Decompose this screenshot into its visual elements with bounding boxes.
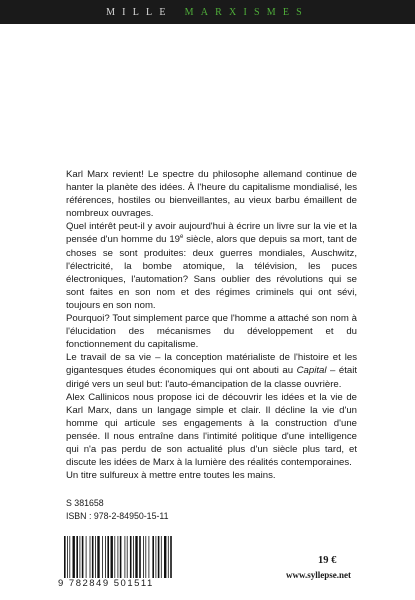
barcode-bar (64, 536, 66, 578)
barcode-bar (135, 536, 137, 578)
series-word-marxismes: MARXISMES (184, 6, 309, 18)
barcode-bar (127, 536, 128, 578)
barcode-bar (114, 536, 115, 578)
barcode-bar (149, 536, 150, 578)
barcode-bar (82, 536, 84, 578)
barcode-bar (120, 536, 122, 578)
publisher-website: www.syllepse.net (286, 570, 351, 580)
barcode-bar (143, 536, 144, 578)
barcode-bar (158, 536, 160, 578)
barcode-bar (92, 536, 94, 578)
barcode-bar (152, 536, 154, 578)
paragraph-3: Pourquoi? Tout simplement parce que l'homme a attaché son nom à l'élucidation des mécanismes du développement et du fonctionnement du capitalisme. (66, 313, 357, 351)
barcode-bar (80, 536, 81, 578)
barcode-bar (118, 536, 119, 578)
barcode-bar (133, 536, 134, 578)
barcode-bar (156, 536, 157, 578)
barcode-bar (139, 536, 141, 578)
barcode-bar (105, 536, 106, 578)
barcode-bar (69, 536, 70, 578)
price: 19 € (318, 555, 337, 566)
paragraph-5: Alex Callinicos nous propose ici de découvrir les idées et la vie de Karl Marx, dans un langage simple et clair. Il décline la vie d'un homme qui articule ses engagements à la construction d'une pensée. Il nous entraîne dans l'intimité politique d'une intelligence qui n'a pas perdu de son actualité plus d'un siècle plus tard, et discute les idées de Marx à la lumière des réalités contemporaines. (66, 391, 357, 469)
barcode-bar (130, 536, 132, 578)
barcode-image (62, 536, 178, 578)
back-cover-text (66, 168, 357, 482)
paragraph-2: Quel intérêt peut-il y avoir aujourd'hui à écrire un livre sur la vie et la pensée d'un homme du 19e siècle, alors que depuis sa mort, tant de choses se sont produites: deux guerres mondiales, Auschwitz, l'électricité, la bombe atomique, la télévision, les puces électroniques, l'automation? Sans oublier des révolutions qui se sont faites en son nom et des régimes criminels qui ont sévi, toujours en son nom. (66, 221, 358, 311)
barcode-bar (90, 536, 91, 578)
barcode-bar (95, 536, 96, 578)
barcode-bar (170, 536, 172, 578)
barcode-bar (73, 536, 75, 578)
barcode-bar (125, 536, 126, 578)
barcode-bar (164, 536, 166, 578)
book-info (66, 497, 169, 522)
isbn: ISBN : 978-2-84950-15-11 (66, 510, 169, 521)
series-banner (0, 0, 415, 24)
barcode-bar (111, 536, 113, 578)
barcode-bar (161, 536, 162, 578)
barcode-bar (102, 536, 103, 578)
paragraph-1: Karl Marx revient! Le spectre du philosophe allemand continue de hanter la planète des idées. À l'heure du capitalisme mondialisé, les références, hostiles ou bienveillantes, au vieux barbu émaillent de nombreux ouvrages. (66, 169, 357, 220)
reference-code: S 381658 (66, 498, 104, 508)
barcode-bar (145, 536, 146, 578)
barcode-bar (86, 536, 87, 578)
paragraph-4: Le travail de sa vie – la conception matérialiste de l'histoire et les gigantesques études économiques qui ont abouti au Capital – était dirigé vers un seul but: l'auto-émancipation de la classe ouvrière. (66, 352, 357, 390)
barcode-bar (67, 536, 68, 578)
paragraph-6: Un titre sulfureux à mettre entre toutes les mains. (66, 470, 276, 482)
series-word-mille: MILLE (106, 6, 173, 18)
barcode-bar (168, 536, 169, 578)
barcode-number: 9 782849 501511 (58, 578, 154, 589)
barcode-bar (76, 536, 78, 578)
barcode-bar (107, 536, 109, 578)
barcode-bar (97, 536, 99, 578)
